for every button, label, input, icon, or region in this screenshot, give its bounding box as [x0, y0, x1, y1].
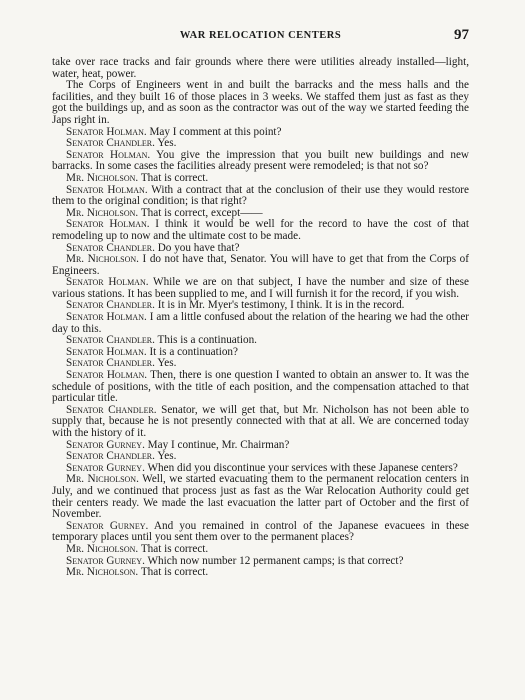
speaker-name: Senator Holman. [66, 369, 148, 382]
paragraph-text: May I comment at this point? [149, 125, 282, 138]
page-header [52, 27, 469, 46]
speaker-name: Mr. Nicholson. [66, 566, 139, 579]
transcript-paragraph [52, 254, 469, 277]
speaker-name: Mr. Nicholson. [66, 542, 139, 555]
paragraph-text: You give the impression that you built new buildings and new barracks. In some cases the facilities already present were remodeled; is that not so? [52, 148, 469, 173]
paragraph-text: That is correct. [140, 542, 209, 555]
paragraph-text: Well, we started evacuating them to the permanent relocation centers in July, and we continued that process just as fast as the War Relocation Authority could get their centers ready. We made the last evacuation the latter part of October and the first of November. [52, 473, 469, 521]
paragraph-text: Yes. [157, 357, 177, 370]
speaker-name: Senator Gurney. [66, 554, 145, 567]
paragraph-text: That is correct, except—— [140, 206, 263, 219]
transcript-paragraph [52, 150, 469, 173]
speaker-name: Senator Holman. [66, 345, 147, 358]
speaker-name: Senator Gurney. [66, 438, 145, 451]
paragraph-text: Do you have that? [157, 241, 240, 254]
paragraph-text: When did you discontinue your services with these Japanese centers? [147, 461, 458, 474]
transcript-paragraph [52, 277, 469, 300]
paragraph-text: That is correct. [140, 171, 209, 184]
paragraph-text: Yes. [157, 450, 177, 463]
transcript-paragraph [52, 567, 469, 579]
transcript-paragraph [52, 57, 469, 80]
paragraph-text: And you remained in control of the Japanese evacuees in these temporary places until you sent them over to the permanent places? [52, 519, 469, 544]
paragraph-text: Which now number 12 permanent camps; is that correct? [147, 554, 404, 567]
transcript-paragraph [52, 312, 469, 335]
paragraph-text: I am a little confused about the relation of the hearing we had the other day to this. [52, 311, 470, 335]
speaker-name: Senator Chandler. [66, 357, 155, 370]
speaker-name: Senator Chandler. [66, 299, 155, 312]
speaker-name: Senator Holman. [66, 183, 148, 196]
paragraph-text: take over race tracks and fair grounds where there were utilities already installed—light, water, heat, power. [52, 56, 469, 80]
paragraph-text: Senator, we will get that, but Mr. Nicholson has not been able to supply that, because he is not presently connected with that at all. We are concerned today with the history of it. [52, 403, 470, 439]
paragraph-text: With a contract that at the conclusion of their use they would restore them to the original condition; is that right? [52, 183, 469, 208]
speaker-name: Mr. Nicholson. [66, 253, 139, 266]
page-number: 97 [454, 27, 469, 43]
transcript-paragraph [52, 219, 469, 242]
transcript-body [52, 57, 469, 579]
paragraph-text: Then, there is one question I wanted to obtain an answer to. It was the schedule of positions, with the title of each position, and the compensation attached to that particular title. [52, 369, 469, 405]
paragraph-text: May I continue, Mr. Chairman? [147, 438, 290, 451]
speaker-name: Senator Gurney. [66, 519, 149, 532]
speaker-name: Senator Chandler. [66, 450, 155, 463]
speaker-name: Senator Chandler. [66, 403, 157, 416]
speaker-name: Senator Holman. [66, 276, 149, 289]
speaker-name: Mr. Nicholson. [66, 171, 139, 184]
speaker-name: Senator Chandler. [66, 241, 155, 254]
speaker-name: Senator Chandler. [66, 334, 155, 347]
transcript-paragraph [52, 80, 469, 126]
paragraph-text: It is in Mr. Myer's testimony, I think. It is in the record. [157, 299, 405, 312]
transcript-paragraph [52, 405, 469, 440]
paragraph-text: The Corps of Engineers went in and built the barracks and the mess halls and the facilities, and they built 16 of those places in 3 weeks. We staffed them just as fast as they got the buildings up, and as soon as the contractor was out of the way we started feeding the Japs right in. [52, 79, 469, 126]
running-title: WAR RELOCATION CENTERS [179, 30, 342, 41]
speaker-name: Senator Holman. [66, 218, 150, 231]
speaker-name: Senator Chandler. [66, 137, 155, 150]
transcript-paragraph [52, 370, 469, 405]
transcript-paragraph [52, 185, 469, 208]
speaker-name: Senator Gurney. [66, 461, 145, 474]
transcript-paragraph [52, 474, 469, 520]
speaker-name: Senator Holman. [66, 148, 151, 161]
speaker-name: Senator Holman. [66, 311, 147, 324]
paragraph-text: I think it would be well for the record to have the cost of that remodeling up to now and the ultimate cost to be made. [52, 218, 470, 242]
speaker-name: Mr. Nicholson. [66, 206, 139, 219]
paragraph-text: Yes. [157, 137, 177, 150]
speaker-name: Senator Holman. [66, 125, 147, 138]
speaker-name: Mr. Nicholson. [66, 473, 139, 486]
transcript-paragraph [52, 521, 469, 544]
paragraph-text: I do not have that, Senator. You will have to get that from the Corps of Engineers. [52, 253, 469, 277]
paragraph-text: This is a continuation. [157, 334, 257, 347]
paragraph-text: It is a continuation? [149, 345, 238, 358]
paragraph-text: While we are on that subject, I have the number and size of these various stations. It has been supplied to me, and I will furnish it for the record, if you wish. [52, 276, 469, 300]
paragraph-text: That is correct. [140, 566, 209, 579]
